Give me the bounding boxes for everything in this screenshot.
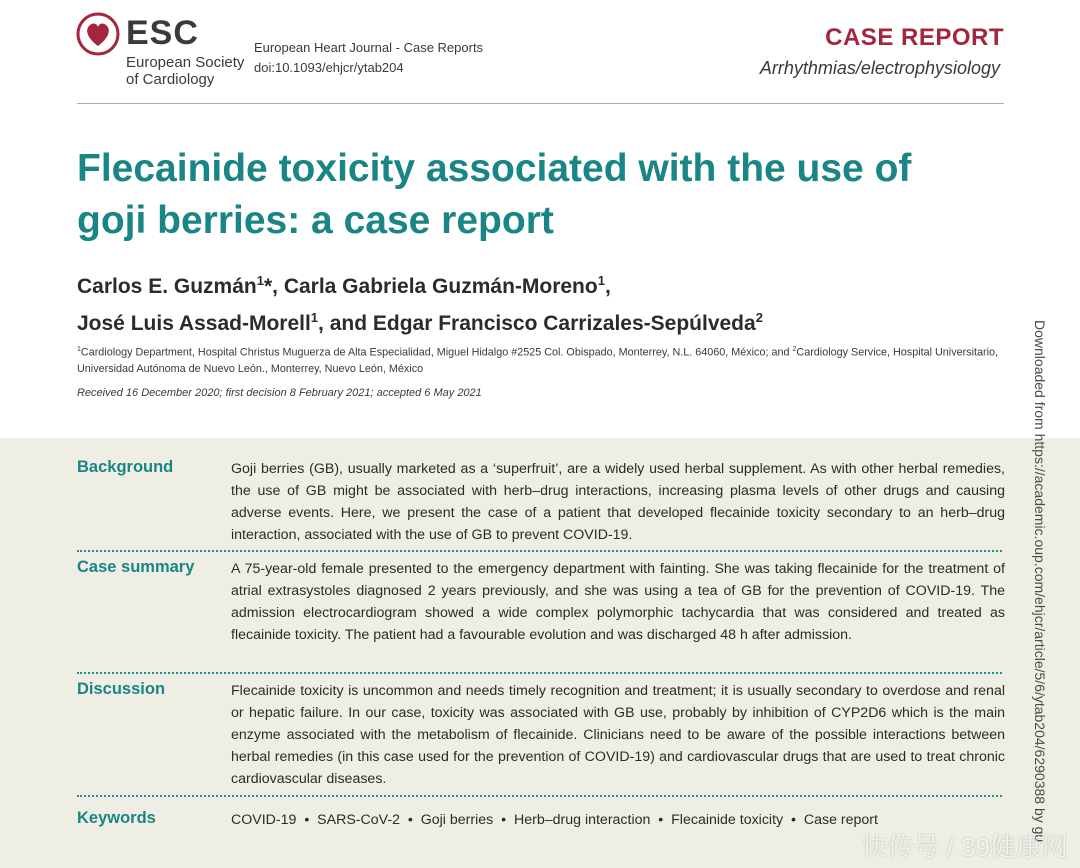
header-divider (77, 103, 1004, 104)
watermark: 快传号 / 39健康网 (861, 832, 1068, 862)
received-dates: Received 16 December 2020; first decision 8 February 2021; accepted 6 May 2021 (77, 387, 482, 399)
logo-text: ESC (126, 14, 199, 52)
logo-subtitle: European Society of Cardiology (126, 54, 245, 88)
journal-info (254, 38, 483, 78)
journal-header (0, 0, 1080, 110)
section-label: Keywords (77, 809, 156, 827)
journal-name: European Heart Journal - Case Reports (254, 40, 484, 55)
article-title: Flecainide toxicity associated with the use of goji berries: a case report (77, 147, 912, 242)
article-category: Arrhythmias/electrophysiology (759, 58, 1000, 78)
section-label: Discussion (77, 680, 166, 698)
heart-logo-icon (76, 12, 120, 56)
author-name[interactable]: and Edgar Francisco Carrizales-Sepúlveda (329, 312, 756, 335)
section-text: A 75-year-old female presented to the emergency department with fainting. She was taking flecainide for the treatment of atrial extrasystoles diagnosed 2 years previously, and she was using a tea of GB for the prevention of COVID-19. The admission electrocardiogram showed a wide complex polymorphic tachycardia that was considered and treated as flecainide toxicity. The patient had a favourable evolution and was discharged 48 h after admission. (231, 561, 1005, 643)
article-type: CASE REPORT (825, 24, 1004, 51)
author-name[interactable]: José Luis Assad-Morell (77, 312, 311, 335)
doi-link[interactable]: doi:10.1093/ehjcr/ytab204 (254, 60, 404, 75)
section-divider (77, 795, 1002, 797)
keywords-text: COVID-19 • SARS-CoV-2 • Goji berries • Herb–drug interaction • Flecainide toxicity • Case report (231, 812, 878, 828)
section-label: Background (77, 458, 174, 476)
esc-logo[interactable] (76, 12, 256, 92)
author-list: Carlos E. Guzmán$^1$*, Carla Gabriela Guzmán-Moreno$^1$, José Luis Assad-Morell$^1$, and Edgar Francisco Carrizales-Sepúlveda$^2$ (77, 273, 763, 335)
download-note: Downloaded from https://academic.oup.com/ehjcr/article/5/6/ytab204/6290388 by gu (1032, 320, 1048, 843)
author-name[interactable]: Carla Gabriela Guzmán-Moreno (283, 275, 598, 298)
section-divider (77, 550, 1002, 552)
affiliations: $^1$Cardiology Department, Hospital Christus Muguerza de Alta Especialidad, Miguel Hidalgo #2525 Col. Obispado, Monterrey, N.L. 64060, México; and $^2$Cardiology Service, Hospital Universitario, Universidad Autónoma de Nuevo León., Monterrey, Nuevo León, México (77, 346, 999, 375)
section-label: Case summary (77, 558, 195, 576)
section-text: Flecainide toxicity is uncommon and needs timely recognition and treatment; it is usually secondary to overdose and renal or hepatic failure. In our case, toxicity was associated with GB use, probably by inhibition of CYP2D6 which is the main enzyme associated with the metabolism of flecainide. Clinicians need to be aware of the possible interactions between herbal remedies (in this case used for the prevention of COVID-19) and cardiovascular drugs that are used to treat chronic cardiovascular diseases. (231, 683, 1005, 787)
author-name[interactable]: Carlos E. Guzmán (77, 275, 257, 298)
section-divider (77, 672, 1002, 674)
section-text: Goji berries (GB), usually marketed as a ‘superfruit’, are a widely used herbal supplement. As with other herbal remedies, the use of GB might be associated with herb–drug interactions, increasing plasma levels of other drugs and causing adverse events. Here, we present the case of a patient that developed flecainide toxicity secondary to an herb–drug interaction, associated with the use of GB to prevent COVID-19. (231, 461, 1005, 543)
